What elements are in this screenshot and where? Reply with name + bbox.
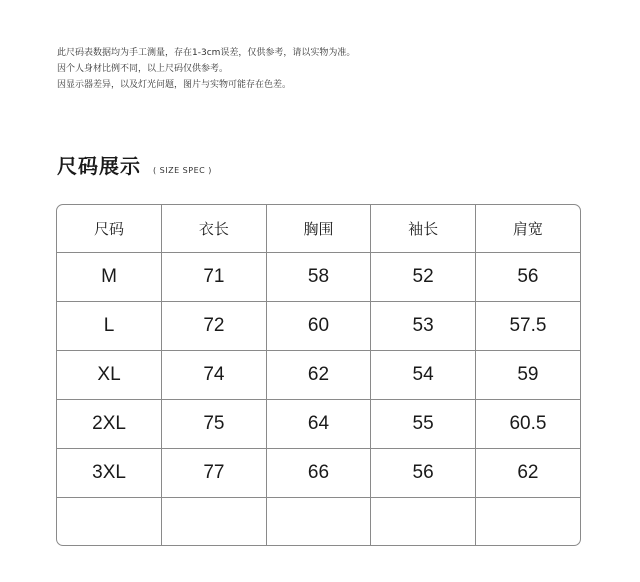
size-cell: L <box>57 302 162 351</box>
value-cell: 53 <box>371 302 476 351</box>
section-heading <box>57 150 212 179</box>
value-cell: 62 <box>475 449 580 498</box>
value-cell: 62 <box>266 351 371 400</box>
note-line: 此尺码表数据均为手工测量，存在1-3cm误差，仅供参考，请以实物为准。 <box>57 48 356 58</box>
value-cell: 60 <box>266 302 371 351</box>
size-table-grid <box>57 205 580 546</box>
section-title: 尺码展示 <box>57 154 141 178</box>
value-cell: 54 <box>371 351 476 400</box>
table-row <box>57 351 580 400</box>
table-row <box>57 302 580 351</box>
value-cell: 74 <box>162 351 267 400</box>
header-cell-size: 尺码 <box>57 205 162 253</box>
value-cell: 56 <box>371 449 476 498</box>
size-table <box>56 204 581 546</box>
value-cell: 59 <box>475 351 580 400</box>
value-cell: 72 <box>162 302 267 351</box>
table-row-empty <box>57 498 580 547</box>
note-line: 因个人身材比例不同，以上尺码仅供参考。 <box>57 64 229 74</box>
size-cell: XL <box>57 351 162 400</box>
note-line: 因显示器差异，以及灯光问题，图片与实物可能存在色差。 <box>57 80 292 90</box>
size-cell: 2XL <box>57 400 162 449</box>
table-row <box>57 400 580 449</box>
table-row <box>57 253 580 302</box>
value-cell: 71 <box>162 253 267 302</box>
value-cell: 58 <box>266 253 371 302</box>
empty-cell <box>57 498 162 547</box>
empty-cell <box>266 498 371 547</box>
value-cell: 60.5 <box>475 400 580 449</box>
table-row <box>57 449 580 498</box>
value-cell: 52 <box>371 253 476 302</box>
empty-cell <box>371 498 476 547</box>
size-cell: M <box>57 253 162 302</box>
header-cell-shoulder: 肩宽 <box>475 205 580 253</box>
value-cell: 66 <box>266 449 371 498</box>
value-cell: 64 <box>266 400 371 449</box>
empty-cell <box>475 498 580 547</box>
size-cell: 3XL <box>57 449 162 498</box>
value-cell: 56 <box>475 253 580 302</box>
measurement-notes <box>57 45 355 93</box>
header-cell-length: 衣长 <box>162 205 267 253</box>
empty-cell <box>162 498 267 547</box>
table-header-row <box>57 205 580 253</box>
value-cell: 55 <box>371 400 476 449</box>
value-cell: 57.5 <box>475 302 580 351</box>
header-cell-sleeve: 袖长 <box>371 205 476 253</box>
section-subtitle: ( SIZE SPEC ) <box>153 166 212 175</box>
value-cell: 77 <box>162 449 267 498</box>
header-cell-chest: 胸围 <box>266 205 371 253</box>
value-cell: 75 <box>162 400 267 449</box>
